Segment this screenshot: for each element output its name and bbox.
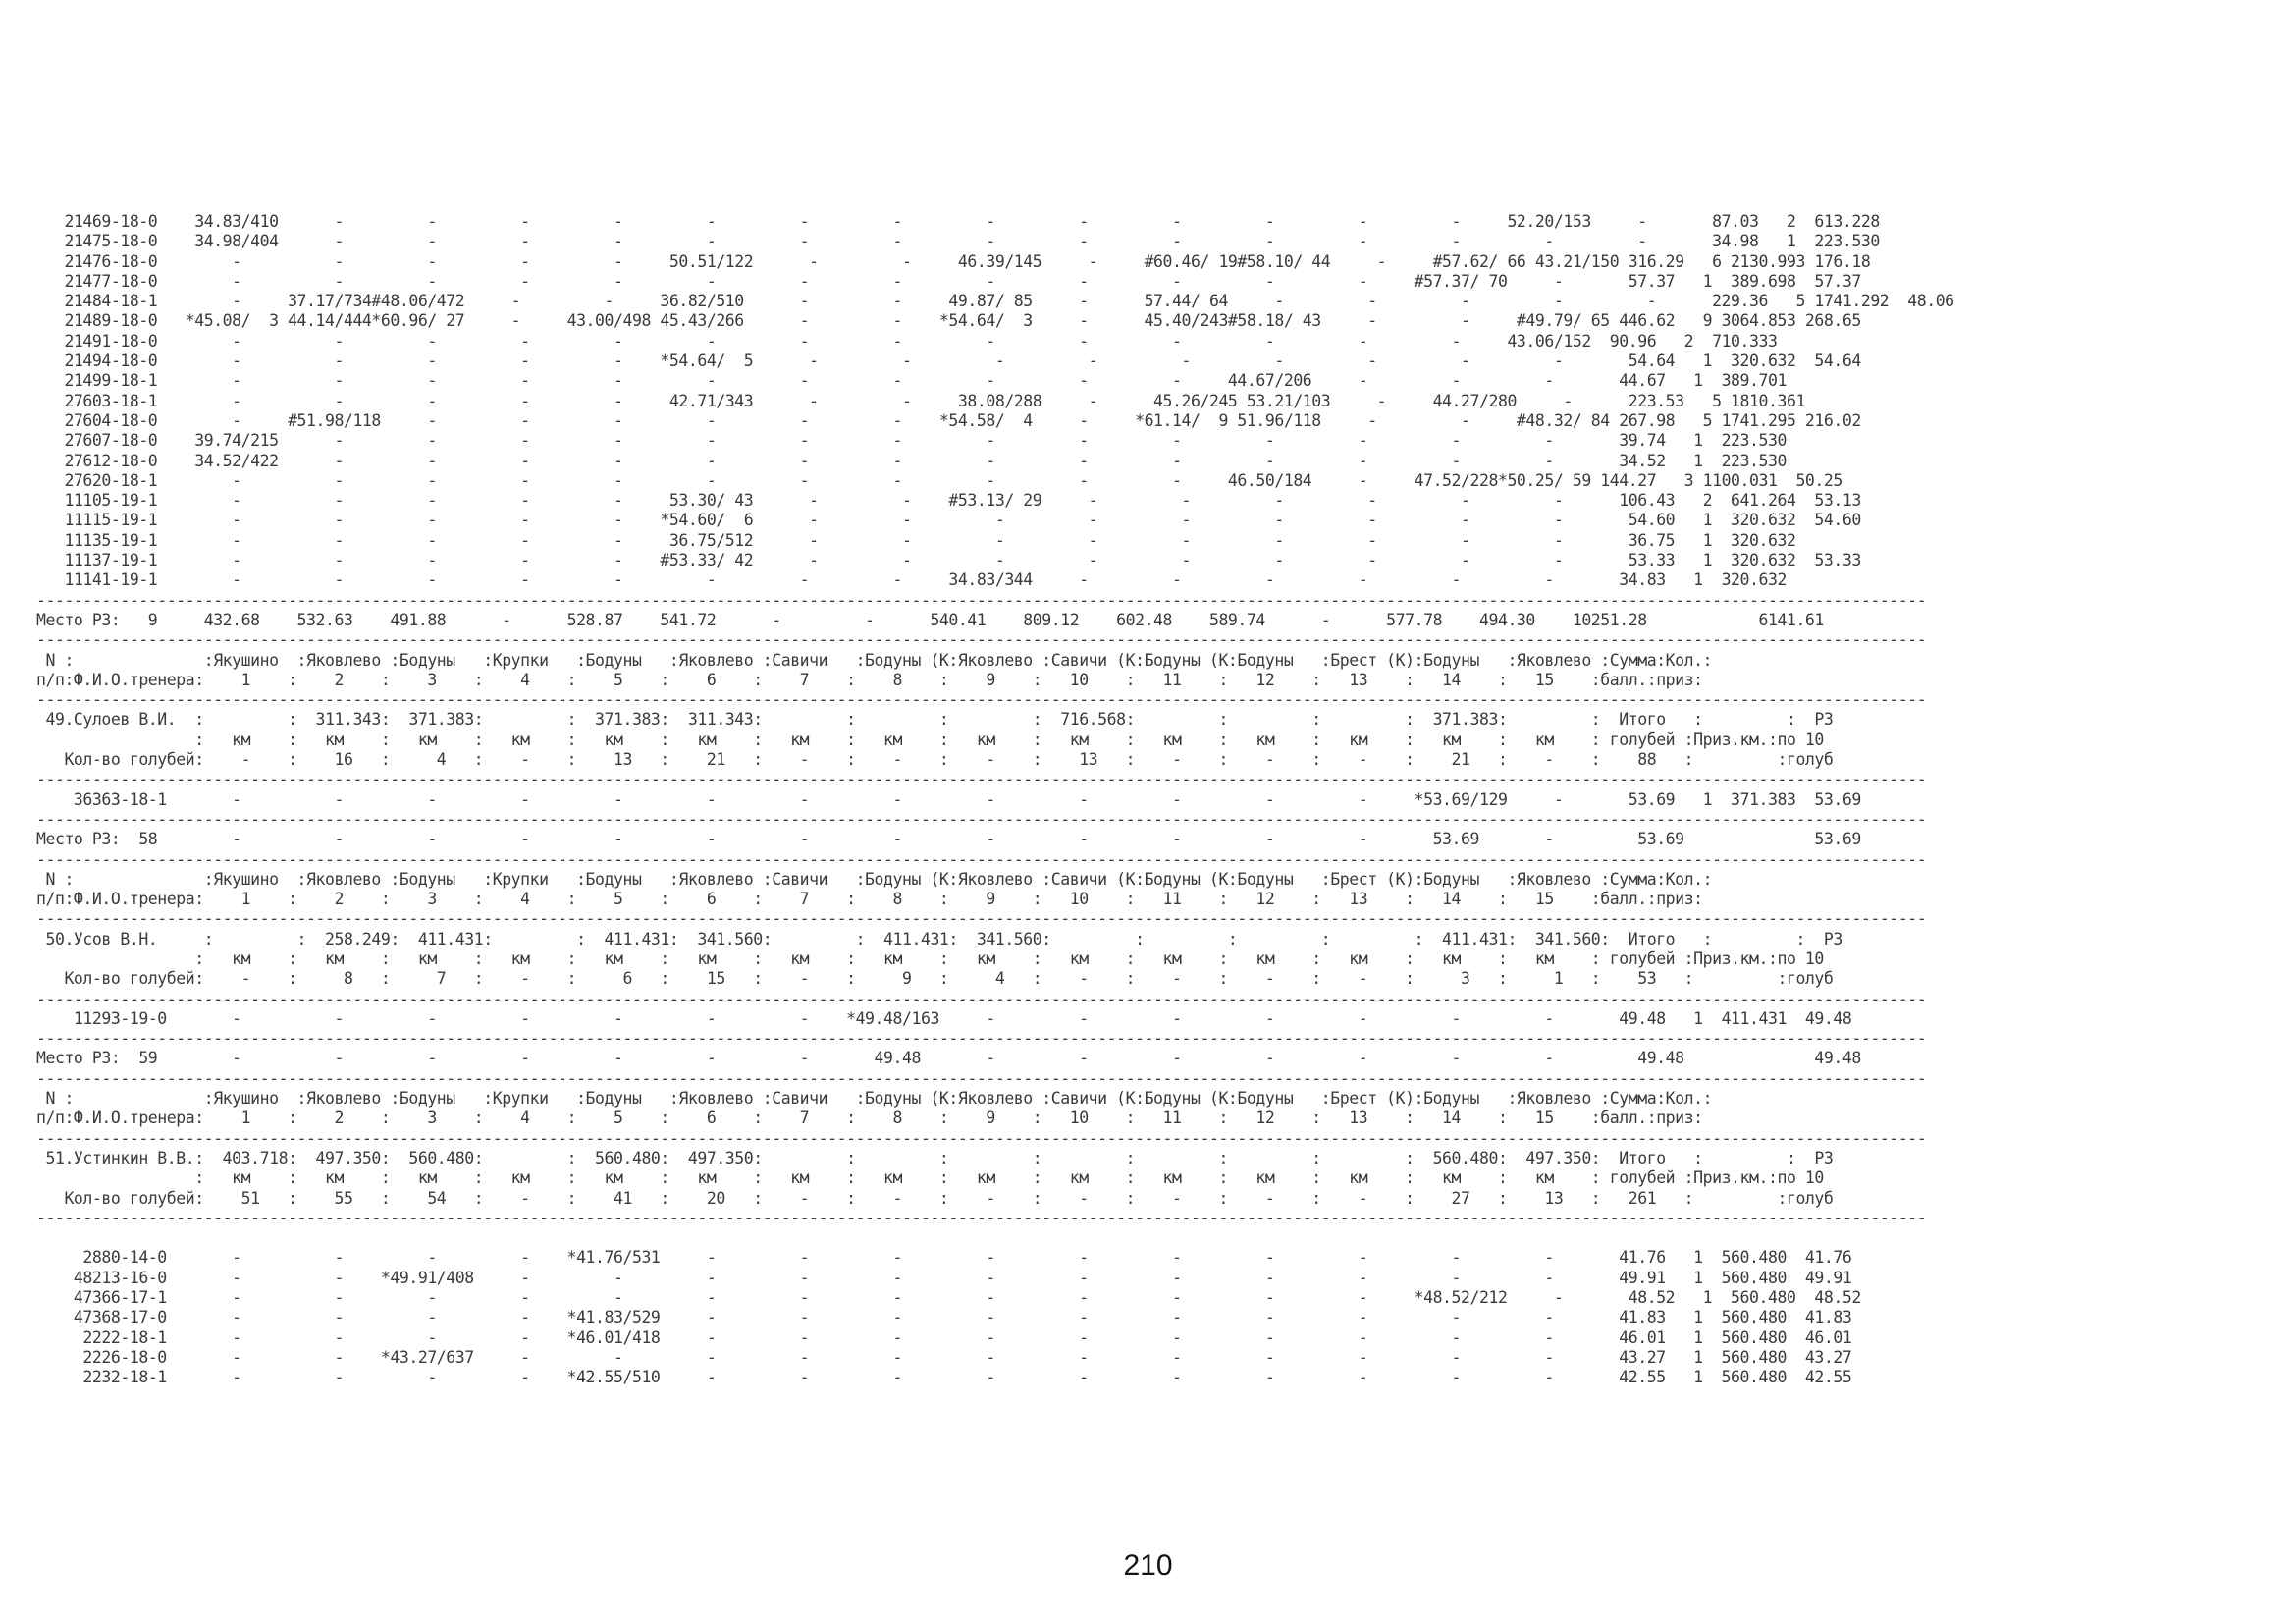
result-row: 2226-18-0 - - *43.27/637 - - - - - - - - - - - - 43.27 1 560.480 43.27: [36, 1347, 1852, 1367]
result-row: 2222-18-1 - - - - *46.01/418 - - - - - - - - - - 46.01 1 560.480 46.01: [36, 1327, 1852, 1347]
result-row: 48213-16-0 - - *49.91/408 - - - - - - - - - - - - 49.91 1 560.480 49.91: [36, 1268, 1852, 1287]
result-row: 11293-19-0 - - - - - - - *49.48/163 - - - - - - - 49.48 1 411.431 49.48: [36, 1008, 1852, 1028]
race-results-listing: [36, 212, 1954, 1388]
result-row: 27604-18-0 - #51.98/118 - - - - - - *54.58/ 4 - *61.14/ 9 51.96/118 - - #48.32/ 84 267.98 5 1741.295 216.02: [36, 410, 1861, 430]
blank-line: [36, 1228, 1954, 1248]
separator-rule: -----------------------------------------------------------------------------------------------------------------------------------------------------------------------------------------------------------: [36, 770, 1927, 789]
separator-rule: -----------------------------------------------------------------------------------------------------------------------------------------------------------------------------------------------------------: [36, 809, 1927, 829]
page-number: 210: [1123, 1549, 1173, 1582]
result-row: 2232-18-1 - - - - *42.55/510 - - - - - - - - - - 42.55 1 560.480 42.55: [36, 1368, 1852, 1387]
separator-rule: -----------------------------------------------------------------------------------------------------------------------------------------------------------------------------------------------------------: [36, 1208, 1927, 1227]
result-row: 51.Устинкин В.В.: 403.718: 497.350: 560.480: : 560.480: 497.350: : : : : : : : 560.480: 497.350: Итого : : РЗ: [36, 1148, 1834, 1167]
result-row: 47368-17-0 - - - - *41.83/529 - - - - - - - - - - 41.83 1 560.480 41.83: [36, 1308, 1852, 1327]
result-row: 11135-19-1 - - - - - 36.75/512 - - - - - - - - - 36.75 1 320.632: [36, 530, 1796, 550]
separator-rule: -----------------------------------------------------------------------------------------------------------------------------------------------------------------------------------------------------------: [36, 1029, 1927, 1049]
result-row: 27612-18-0 34.52/422 - - - - - - - - - - - - - - 34.52 1 223.530: [36, 451, 1787, 470]
column-header-row: N : :Якушино :Яковлево :Бодуны :Крупки :Бодуны :Яковлево :Савичи :Бодуны (К:Яковлево :Савичи (К:Бодуны (К:Бодуны :Брест (К):Бодуны :Яковлево :Сумма:Кол.:: [36, 650, 1713, 670]
column-header-row: п/п:Ф.И.О.тренера: 1 : 2 : 3 : 4 : 5 : 6 : 7 : 8 : 9 : 10 : 11 : 12 : 13 : 14 : 15 :балл.:приз:: [36, 1109, 1703, 1128]
column-header-row: п/п:Ф.И.О.тренера: 1 : 2 : 3 : 4 : 5 : 6 : 7 : 8 : 9 : 10 : 11 : 12 : 13 : 14 : 15 :балл.:приз:: [36, 670, 1703, 689]
separator-rule: -----------------------------------------------------------------------------------------------------------------------------------------------------------------------------------------------------------: [36, 590, 1927, 610]
result-row: 11115-19-1 - - - - - *54.60/ 6 - - - - - - - - - 54.60 1 320.632 54.60: [36, 511, 1861, 530]
column-header-row: п/п:Ф.И.О.тренера: 1 : 2 : 3 : 4 : 5 : 6 : 7 : 8 : 9 : 10 : 11 : 12 : 13 : 14 : 15 :балл.:приз:: [36, 890, 1703, 909]
separator-rule: -----------------------------------------------------------------------------------------------------------------------------------------------------------------------------------------------------------: [36, 690, 1927, 710]
result-row: : км : км : км : км : км : км : км : км : км : км : км : км : км : км : км : голубей :Приз.км.:по 10: [36, 1168, 1824, 1188]
place-summary-row: Место РЗ: 58 - - - - - - - - - - - - - 53.69 - 53.69 53.69: [36, 830, 1861, 849]
result-row: 21489-18-0 *45.08/ 3 44.14/444*60.96/ 27 - 43.00/498 45.43/266 - - *54.64/ 3 - 45.40/243#58.18/ 43 - - #49.79/ 65 446.62 9 3064.853 268.65: [36, 311, 1861, 331]
separator-rule: -----------------------------------------------------------------------------------------------------------------------------------------------------------------------------------------------------------: [36, 989, 1927, 1008]
result-row: 27603-18-1 - - - - - 42.71/343 - - 38.08/288 - 45.26/245 53.21/103 - 44.27/280 - 223.53 5 1810.361: [36, 391, 1805, 410]
result-row: 21475-18-0 34.98/404 - - - - - - - - - - - - - - - 34.98 1 223.530: [36, 232, 1880, 251]
separator-rule: -----------------------------------------------------------------------------------------------------------------------------------------------------------------------------------------------------------: [36, 1128, 1927, 1148]
result-row: 21499-18-1 - - - - - - - - - - - 44.67/206 - - - 44.67 1 389.701: [36, 371, 1787, 391]
result-row: : км : км : км : км : км : км : км : км : км : км : км : км : км : км : км : голубей :Приз.км.:по 10: [36, 730, 1824, 749]
separator-rule: -----------------------------------------------------------------------------------------------------------------------------------------------------------------------------------------------------------: [36, 1068, 1927, 1088]
column-header-row: N : :Якушино :Яковлево :Бодуны :Крупки :Бодуны :Яковлево :Савичи :Бодуны (К:Яковлево :Савичи (К:Бодуны (К:Бодуны :Брест (К):Бодуны :Яковлево :Сумма:Кол.:: [36, 1089, 1713, 1109]
separator-rule: -----------------------------------------------------------------------------------------------------------------------------------------------------------------------------------------------------------: [36, 630, 1927, 650]
result-row: 27607-18-0 39.74/215 - - - - - - - - - - - - - - 39.74 1 223.530: [36, 431, 1787, 451]
result-row: 21484-18-1 - 37.17/734#48.06/472 - - 36.82/510 - - 49.87/ 85 - 57.44/ 64 - - - - - 229.36 5 1741.292 48.06: [36, 292, 1954, 311]
result-row: 2880-14-0 - - - - *41.76/531 - - - - - - - - - - 41.76 1 560.480 41.76: [36, 1248, 1852, 1268]
result-row: 11137-19-1 - - - - - #53.33/ 42 - - - - - - - - - 53.33 1 320.632 53.33: [36, 551, 1861, 570]
result-row: 21491-18-0 - - - - - - - - - - - - - - 43.06/152 90.96 2 710.333: [36, 331, 1778, 351]
separator-rule: -----------------------------------------------------------------------------------------------------------------------------------------------------------------------------------------------------------: [36, 849, 1927, 869]
result-row: 21469-18-0 34.83/410 - - - - - - - - - - - - - 52.20/153 - 87.03 2 613.228: [36, 212, 1880, 231]
place-summary-row: Место РЗ: 59 - - - - - - - 49.48 - - - - - - - 49.48 49.48: [36, 1049, 1861, 1068]
result-row: 47366-17-1 - - - - - - - - - - - - - *48.52/212 - 48.52 1 560.480 48.52: [36, 1288, 1861, 1308]
result-row: 21494-18-0 - - - - - *54.64/ 5 - - - - - - - - - 54.64 1 320.632 54.64: [36, 352, 1861, 371]
result-row: 11141-19-1 - - - - - - - - 34.83/344 - - - - - - 34.83 1 320.632: [36, 570, 1787, 590]
result-row: 21476-18-0 - - - - - 50.51/122 - - 46.39/145 - #60.46/ 19#58.10/ 44 - #57.62/ 66 43.21/150 316.29 6 2130.993 176.18: [36, 251, 1871, 271]
result-row: Кол-во голубей: - : 16 : 4 : - : 13 : 21 : - : - : - : 13 : - : - : - : 21 : - : 88 : :голуб: [36, 750, 1834, 770]
result-row: Кол-во голубей: - : 8 : 7 : - : 6 : 15 : - : 9 : 4 : - : - : - : - : 3 : 1 : 53 : :голуб: [36, 969, 1834, 989]
result-row: 50.Усов В.Н. : : 258.249: 411.431: : 411.431: 341.560: : 411.431: 341.560: : : : : 411.431: 341.560: Итого : : РЗ: [36, 929, 1842, 948]
result-row: 11105-19-1 - - - - - 53.30/ 43 - - #53.13/ 29 - - - - - - 106.43 2 641.264 53.13: [36, 491, 1861, 511]
result-row: Кол-во голубей: 51 : 55 : 54 : - : 41 : 20 : - : - : - : - : - : - : - : 27 : 13 : 261 : :голуб: [36, 1188, 1834, 1208]
result-row: 49.Сулоев В.И. : : 311.343: 371.383: : 371.383: 311.343: : : : 716.568: : : : 371.383: : Итого : : РЗ: [36, 710, 1834, 730]
result-row: 36363-18-1 - - - - - - - - - - - - - *53.69/129 - 53.69 1 371.383 53.69: [36, 789, 1861, 809]
result-row: 21477-18-0 - - - - - - - - - - - - - #57.37/ 70 - 57.37 1 389.698 57.37: [36, 271, 1861, 291]
separator-rule: -----------------------------------------------------------------------------------------------------------------------------------------------------------------------------------------------------------: [36, 909, 1927, 929]
column-header-row: N : :Якушино :Яковлево :Бодуны :Крупки :Бодуны :Яковлево :Савичи :Бодуны (К:Яковлево :Савичи (К:Бодуны (К:Бодуны :Брест (К):Бодуны :Яковлево :Сумма:Кол.:: [36, 869, 1713, 889]
place-summary-row: Место РЗ: 9 432.68 532.63 491.88 - 528.87 541.72 - - 540.41 809.12 602.48 589.74 - 577.78 494.30 10251.28 6141.61: [36, 610, 1824, 629]
result-row: : км : км : км : км : км : км : км : км : км : км : км : км : км : км : км : голубей :Приз.км.:по 10: [36, 948, 1824, 968]
result-row: 27620-18-1 - - - - - - - - - - - 46.50/184 - 47.52/228*50.25/ 59 144.27 3 1100.031 50.25: [36, 470, 1842, 490]
